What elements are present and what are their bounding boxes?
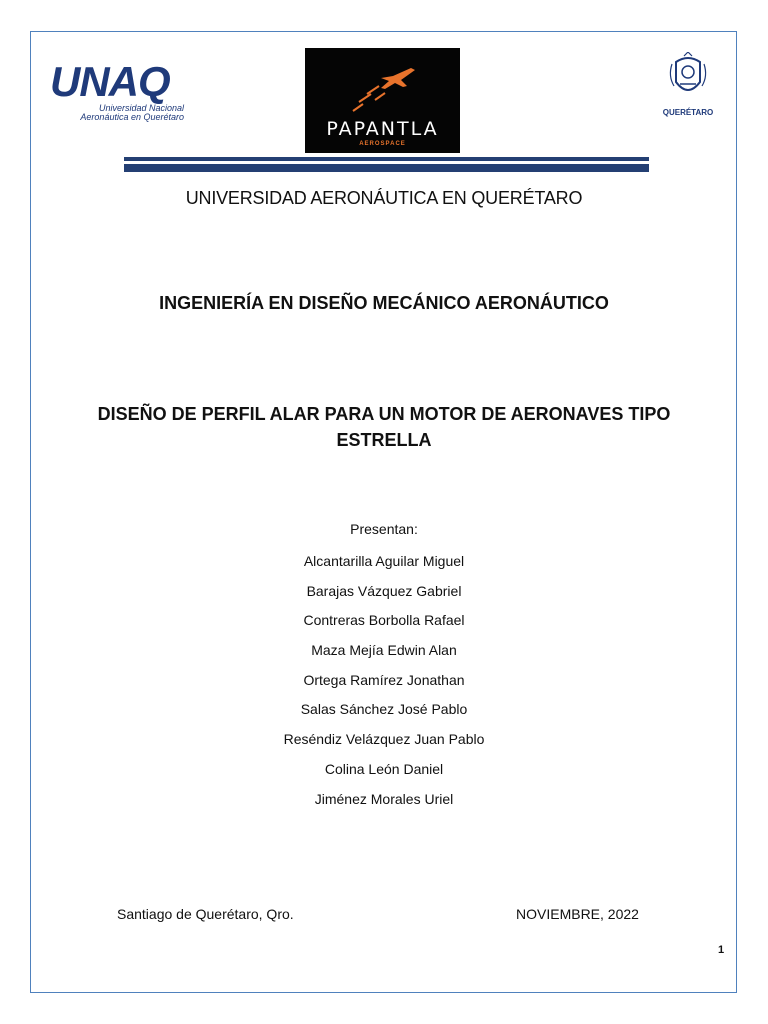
queretaro-logo bbox=[660, 52, 716, 122]
presenters-label: Presentan: bbox=[350, 521, 418, 537]
author-item: Salas Sánchez José Pablo bbox=[300, 701, 468, 718]
university-title: UNIVERSIDAD AERONÁUTICA EN QUERÉTARO bbox=[185, 188, 583, 208]
author-item: Contreras Borbolla Rafael bbox=[303, 612, 465, 629]
unaq-logo bbox=[42, 58, 192, 128]
unaq-logo-mark: UNAQ bbox=[50, 58, 170, 105]
city-location: Santiago de Querétaro, Qro. bbox=[117, 906, 294, 922]
author-item: Maza Mejía Edwin Alan bbox=[311, 642, 457, 659]
header-rule-thick bbox=[124, 164, 649, 172]
author-item: Colina León Daniel bbox=[324, 760, 444, 777]
unaq-logo-subtitle bbox=[44, 104, 184, 122]
papantla-name: PAPANTLA bbox=[326, 118, 439, 140]
papantla-logo bbox=[305, 48, 460, 153]
document-date: NOVIEMBRE, 2022 bbox=[516, 906, 639, 922]
unaq-subtitle-line1: Universidad Nacional bbox=[98, 103, 184, 113]
papantla-tagline: AEROSPACE bbox=[359, 141, 406, 147]
author-item: Reséndiz Velázquez Juan Pablo bbox=[283, 731, 485, 748]
author-item: Barajas Vázquez Gabriel bbox=[306, 582, 462, 599]
document-title: DISEÑO DE PERFIL ALAR PARA UN MOTOR DE AERONAVES TIPO ESTRELLA bbox=[97, 404, 671, 450]
unaq-subtitle-line2: Aeronáutica en Querétaro bbox=[80, 112, 184, 122]
page-number: 1 bbox=[718, 944, 725, 956]
header-rule-thin bbox=[124, 157, 649, 161]
plane-icon bbox=[345, 56, 425, 116]
author-item: Jiménez Morales Uriel bbox=[314, 790, 454, 807]
program-title: INGENIERÍA EN DISEÑO MECÁNICO AERONÁUTICO bbox=[159, 293, 609, 313]
queretaro-label: QUERÉTARO bbox=[662, 108, 714, 117]
author-item: Ortega Ramírez Jonathan bbox=[303, 671, 465, 688]
author-list bbox=[0, 551, 768, 818]
author-item: Alcantarilla Aguilar Miguel bbox=[303, 553, 465, 569]
page-border bbox=[30, 31, 737, 993]
coat-of-arms-icon bbox=[660, 52, 716, 106]
